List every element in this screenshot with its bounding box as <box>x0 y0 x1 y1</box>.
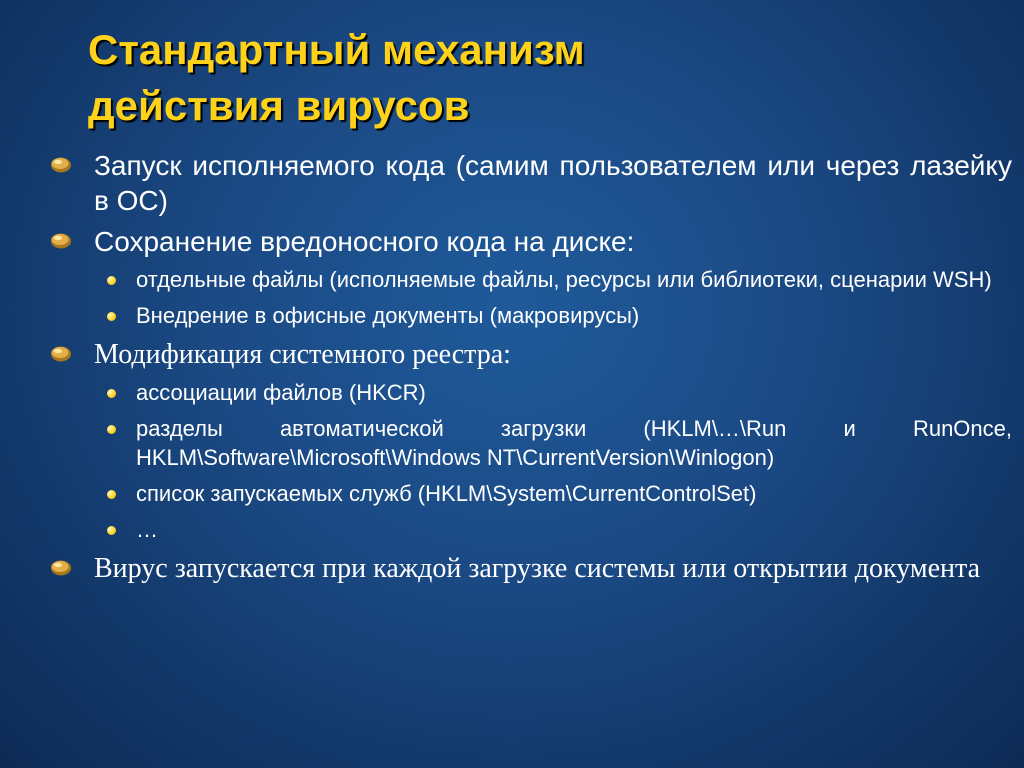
dot-icon <box>107 389 116 398</box>
sub-item <box>94 265 1012 294</box>
bullet-icon <box>50 232 72 250</box>
sub-item-text: разделы автоматической загрузки (HKLM\…\Run и RunOnce, HKLM\Software\Microsoft\Windows NT\CurrentVersion\Winlogon) <box>136 416 1012 470</box>
bullet-text: Запуск исполняемого кода (самим пользователем или через лазейку в ОС) <box>94 150 1012 216</box>
sub-item-text: отдельные файлы (исполняемые файлы, ресурсы или библиотеки, сценарии WSH) <box>136 267 992 292</box>
bullet-item <box>50 551 1012 586</box>
bullet-icon <box>50 345 72 363</box>
sub-item <box>94 414 1012 472</box>
dot-icon <box>107 276 116 285</box>
bullet-item <box>50 337 1012 372</box>
sub-item-text: ассоциации файлов (HKCR) <box>136 380 426 405</box>
dot-icon <box>107 490 116 499</box>
sub-item-text: Внедрение в офисные документы (макровирусы) <box>136 303 640 328</box>
sub-item-text: список запускаемых служб (HKLM\System\CurrentControlSet) <box>136 481 757 506</box>
bullet-icon <box>50 559 72 577</box>
sub-item-text: … <box>136 517 158 542</box>
bullet-icon <box>50 156 72 174</box>
title-line-2: действия вирусов <box>88 82 470 129</box>
title-line-1: Стандартный механизм <box>88 26 585 73</box>
sub-item <box>94 479 1012 508</box>
bullet-text: Сохранение вредоносного кода на диске: <box>94 226 635 257</box>
sub-item <box>94 378 1012 407</box>
bullet-text: Вирус запускается при каждой загрузке системы или открытии документа <box>94 553 981 584</box>
bullet-item <box>50 224 1012 259</box>
sub-item <box>94 515 1012 544</box>
bullet-item <box>50 148 1012 218</box>
bullet-text: Модификация системного реестра: <box>94 339 511 370</box>
sub-item <box>94 301 1012 330</box>
slide-content <box>50 148 1012 592</box>
dot-icon <box>107 425 116 434</box>
dot-icon <box>107 526 116 535</box>
slide-title <box>88 22 988 134</box>
dot-icon <box>107 312 116 321</box>
